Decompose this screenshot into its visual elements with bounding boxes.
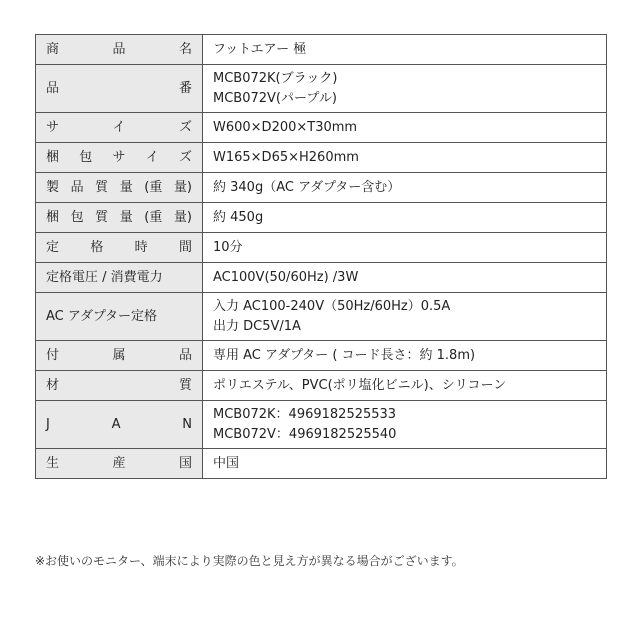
spec-label-text: 国: [178, 455, 192, 471]
spec-value: [203, 233, 607, 263]
spec-label: [36, 233, 203, 263]
spec-label-text: 生: [46, 455, 60, 471]
spec-label-text: 間: [178, 239, 192, 255]
spec-label: [36, 371, 203, 401]
spec-label-text: 属: [112, 347, 126, 363]
spec-value: [203, 293, 607, 341]
spec-label-text: イ: [112, 119, 126, 135]
spec-label-text: サ: [46, 119, 60, 135]
spec-value-line: 10分: [213, 239, 243, 255]
spec-value: [203, 35, 607, 65]
spec-value-line: W165×D65×H260mm: [213, 149, 359, 165]
spec-label-text: 量): [173, 179, 192, 195]
spec-label-text: 定格電圧 / 消費電力: [46, 269, 163, 285]
spec-label-text: 質: [178, 377, 192, 393]
spec-row: [36, 113, 607, 143]
spec-label: [36, 173, 203, 203]
spec-value: [203, 65, 607, 113]
spec-row: [36, 341, 607, 371]
spec-value-line: MCB072V：4969182525540: [213, 426, 397, 442]
spec-label: [36, 143, 203, 173]
spec-label-text: 材: [46, 377, 60, 393]
spec-label-text: 量): [173, 209, 192, 225]
spec-label-text: 品: [178, 347, 192, 363]
spec-label-text: (重: [144, 179, 163, 195]
spec-label-text: ズ: [178, 119, 192, 135]
spec-label-text: 梱: [46, 149, 60, 165]
spec-label-text: 産: [112, 455, 126, 471]
spec-label-text: 梱: [46, 209, 60, 225]
spec-label-text: 番: [178, 80, 192, 96]
spec-label-text: N: [182, 416, 192, 432]
spec-table: [35, 34, 607, 479]
spec-label-text: サ: [112, 149, 126, 165]
spec-value: [203, 173, 607, 203]
spec-value-line: 入力 AC100-240V（50Hz/60Hz）0.5A: [213, 298, 451, 314]
spec-value-line: MCB072K：4969182525533: [213, 406, 397, 422]
spec-label-text: 格: [90, 239, 104, 255]
spec-label-text: ズ: [178, 149, 192, 165]
spec-label: [36, 263, 203, 293]
spec-value: [203, 143, 607, 173]
spec-label: [36, 341, 203, 371]
spec-label: [36, 65, 203, 113]
spec-row: [36, 173, 607, 203]
spec-value: [203, 371, 607, 401]
spec-value-line: W600×D200×T30mm: [213, 119, 358, 135]
spec-value: [203, 401, 607, 449]
spec-row: [36, 35, 607, 65]
spec-label-text: 時: [134, 239, 148, 255]
spec-label-text: J: [46, 416, 50, 432]
spec-label: [36, 401, 203, 449]
spec-row: [36, 371, 607, 401]
spec-label-text: 品: [46, 80, 60, 96]
spec-row: [36, 401, 607, 449]
spec-row: [36, 233, 607, 263]
spec-value-line: MCB072K(ブラック): [213, 70, 338, 86]
spec-label-text: 定: [46, 239, 60, 255]
spec-label-text: 品: [70, 179, 84, 195]
spec-row: [36, 203, 607, 233]
spec-label-text: 量: [119, 179, 133, 195]
spec-row: [36, 449, 607, 479]
spec-value: [203, 263, 607, 293]
spec-row: [36, 293, 607, 341]
spec-value: [203, 341, 607, 371]
spec-label-text: 質: [95, 179, 109, 195]
spec-label-text: イ: [145, 149, 159, 165]
spec-value: [203, 203, 607, 233]
spec-value-line: ポリエステル、PVC(ポリ塩化ビニル)、シリコーン: [213, 377, 507, 393]
disclaimer-note: ※お使いのモニター、端末により実際の色と見え方が異なる場合がございます。: [35, 554, 464, 568]
spec-label: [36, 35, 203, 65]
spec-label-text: 付: [46, 347, 60, 363]
spec-label-text: 包: [79, 149, 93, 165]
spec-value-line: 中国: [213, 455, 240, 471]
spec-label-text: (重: [144, 209, 163, 225]
spec-table-body: [36, 35, 607, 479]
spec-value: [203, 113, 607, 143]
spec-label-text: AC アダプター定格: [46, 308, 158, 324]
spec-value-line: 出力 DC5V/1A: [213, 318, 301, 334]
spec-row: [36, 263, 607, 293]
spec-label-text: 量: [119, 209, 133, 225]
spec-label: [36, 449, 203, 479]
spec-label: [36, 113, 203, 143]
spec-value-line: 専用 AC アダプター ( コード長さ：約 1.8m): [213, 347, 476, 363]
spec-label-text: 包: [70, 209, 84, 225]
spec-label: [36, 293, 203, 341]
spec-row: [36, 143, 607, 173]
spec-label: [36, 203, 203, 233]
spec-value-line: AC100V(50/60Hz) /3W: [213, 269, 359, 285]
spec-value: [203, 449, 607, 479]
spec-label-text: 名: [178, 41, 192, 57]
spec-label-text: 品: [112, 41, 126, 57]
spec-row: [36, 65, 607, 113]
spec-label-text: 製: [46, 179, 60, 195]
spec-value-line: 約 450g: [213, 209, 264, 225]
spec-value-line: フットエアー 極: [213, 41, 307, 57]
spec-label-text: 質: [95, 209, 109, 225]
spec-value-line: 約 340g（AC アダプター含む）: [213, 179, 401, 195]
spec-label-text: A: [111, 416, 121, 432]
spec-label-text: 商: [46, 41, 60, 57]
spec-value-line: MCB072V(パープル): [213, 90, 337, 106]
